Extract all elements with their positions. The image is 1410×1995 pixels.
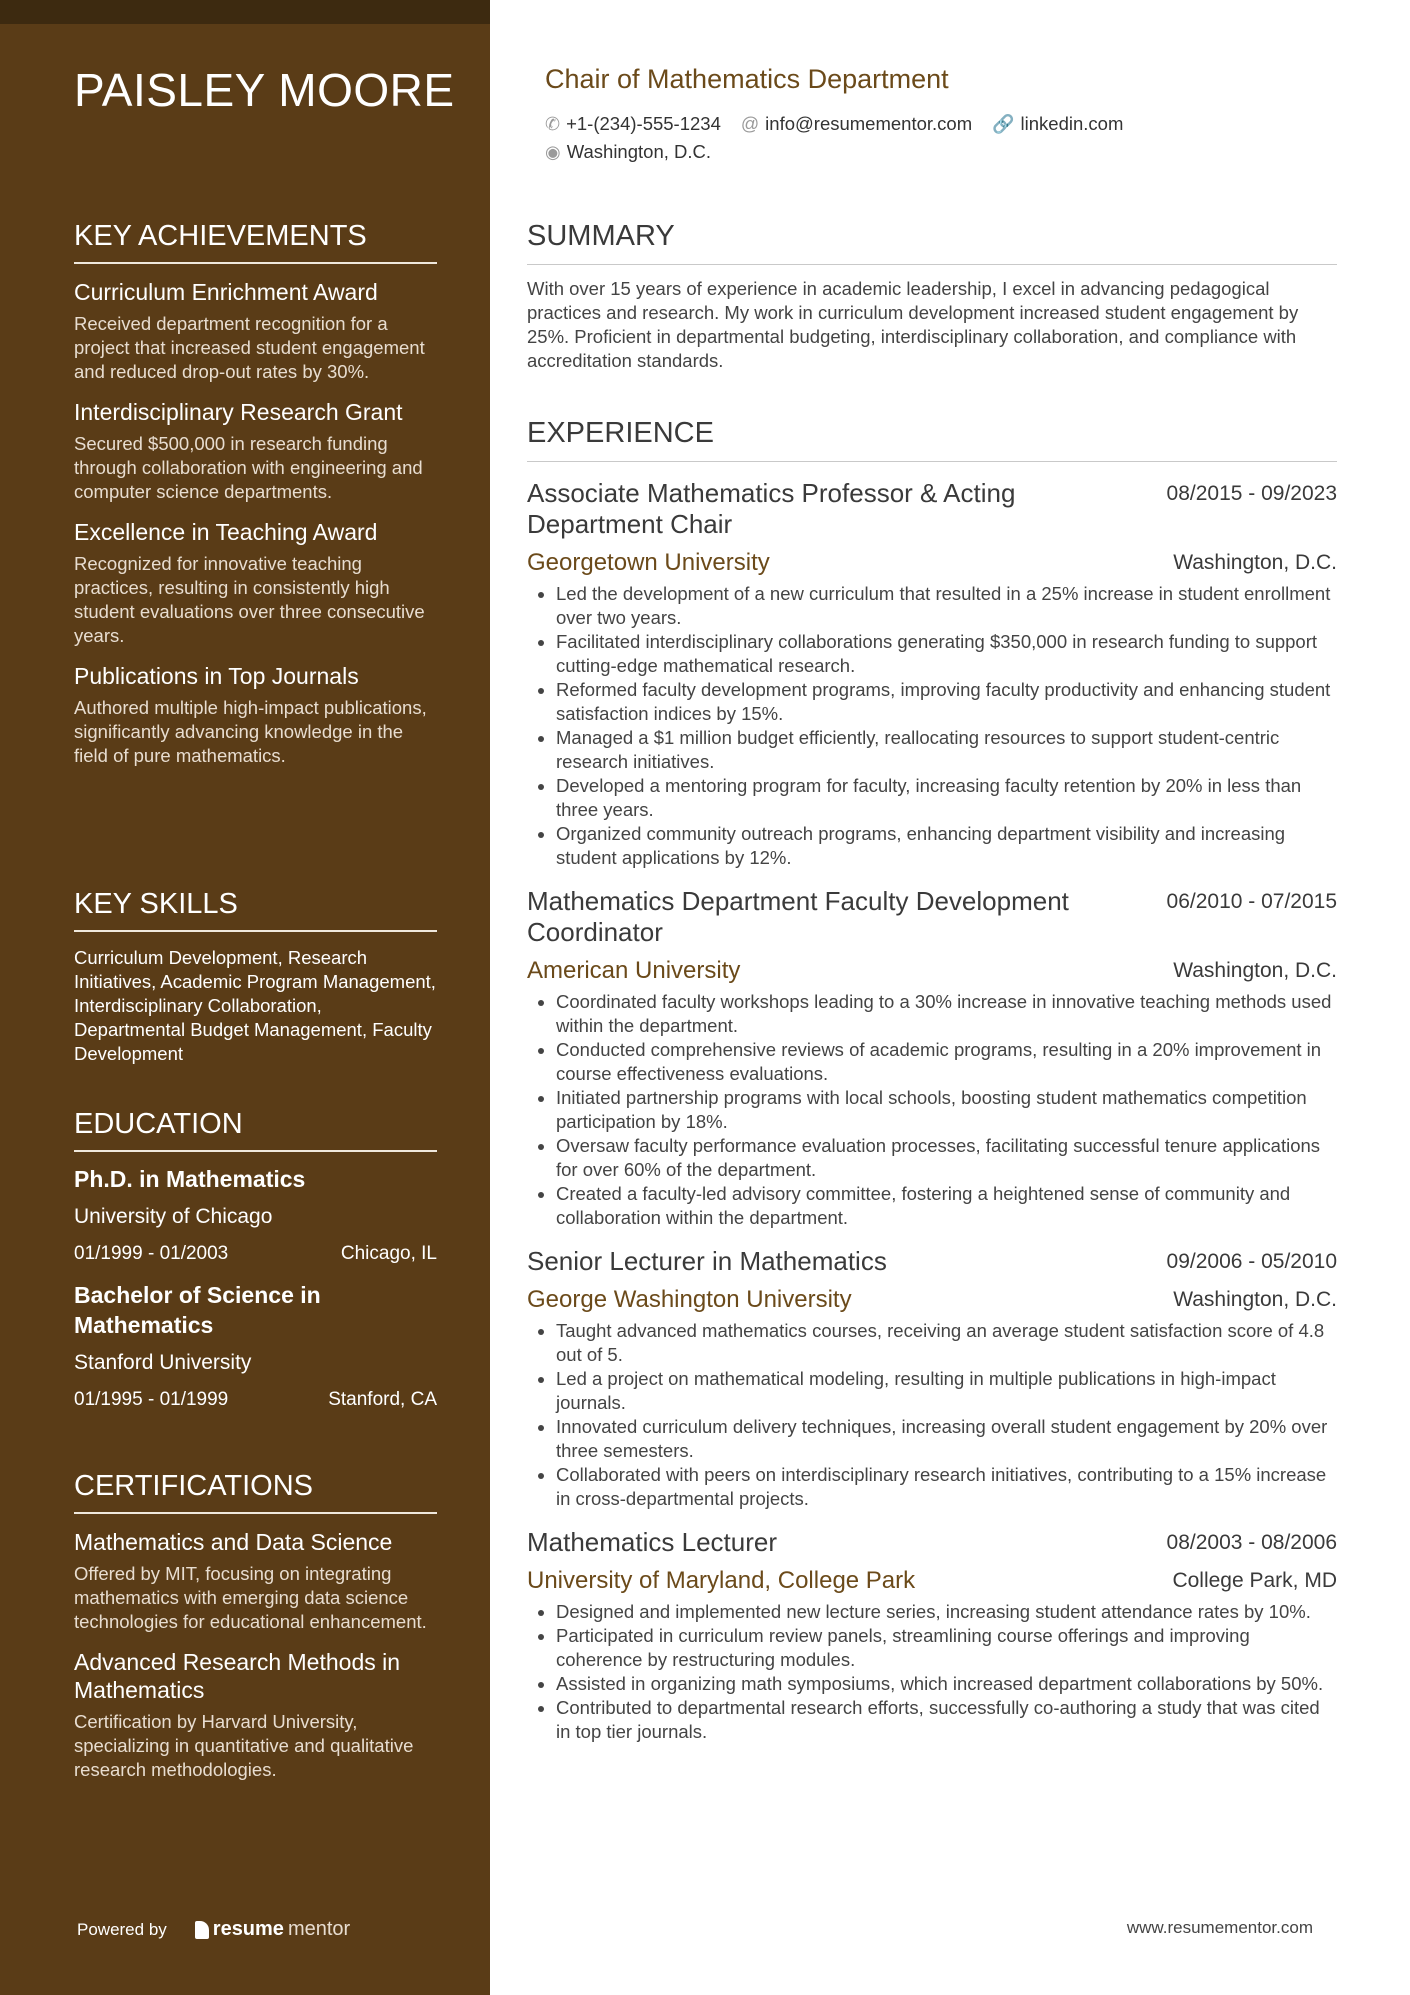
- location-text: Washington, D.C.: [566, 141, 712, 162]
- bullet: • Developed a mentoring program for faculty, increasing faculty retention by 20% in less than three years.: [556, 774, 1337, 822]
- education-item: [74, 1164, 437, 1266]
- phone-icon: ✆: [545, 114, 561, 134]
- summary-text: With over 15 years of experience in academic leadership, I excel in advancing pedagogical practices and research. My work in curriculum development increased student engagement by 25%. Proficient in departmental budgeting, interdisciplinary collaboration, and compliance with accreditation standards.: [527, 278, 1299, 371]
- exp-bullets: [527, 1600, 1337, 1744]
- achievement-item: [74, 278, 437, 384]
- exp-location: Washington, D.C.: [1173, 959, 1337, 982]
- summary-section: [527, 218, 1337, 373]
- email-text: info@resumementor.com: [765, 113, 973, 134]
- key-skills-section: [74, 886, 437, 1066]
- exp-dates: 08/2003 - 08/2006: [1166, 1531, 1337, 1554]
- phone-text: +1-(234)-555-1234: [566, 113, 721, 134]
- contact-row-2: [545, 140, 711, 164]
- bullet: • Oversaw faculty performance evaluation processes, facilitating successful tenure applications for over 60% of the department.: [556, 1134, 1337, 1182]
- bullet: • Created a faculty-led advisory committee, fostering a heightened sense of community and collaboration within the department.: [556, 1182, 1337, 1230]
- edu-dates: 01/1999 - 01/2003: [74, 1243, 229, 1264]
- exp-role: Mathematics Lecturer: [527, 1527, 777, 1557]
- exp-role: Mathematics Department Faculty Development Coordinator: [527, 886, 1069, 947]
- powered-by: [77, 1918, 350, 1941]
- achievement-desc: Secured $500,000 in research funding through collaboration with engineering and computer science departments.: [74, 433, 423, 502]
- bullet: • Coordinated faculty workshops leading to a 30% increase in innovative teaching methods used within the department.: [556, 990, 1337, 1038]
- exp-company: Georgetown University: [527, 549, 770, 576]
- edu-location: Stanford, CA: [328, 1389, 437, 1410]
- bullet: • Initiated partnership programs with local schools, boosting student mathematics competition participation by 18%.: [556, 1086, 1337, 1134]
- link-icon: 🔗: [992, 114, 1015, 134]
- bullet: • Managed a $1 million budget efficiently, reallocating resources to support student-centric research initiatives.: [556, 726, 1337, 774]
- achievement-title: Curriculum Enrichment Award: [74, 279, 378, 305]
- bullet: • Reformed faculty development programs, improving faculty productivity and enhancing student satisfaction indices by 15%.: [556, 678, 1337, 726]
- bullet: • Contributed to departmental research efforts, successfully co-authoring a study that was cited in top tier journals.: [556, 1696, 1337, 1744]
- experience-item: [527, 1246, 1337, 1511]
- certification-title: Mathematics and Data Science: [74, 1529, 393, 1555]
- certification-desc: Certification by Harvard University, specializing in quantitative and qualitative research methodologies.: [74, 1711, 414, 1780]
- achievement-item: [74, 518, 437, 648]
- exp-location: Washington, D.C.: [1173, 551, 1337, 574]
- candidate-name: PAISLEY MOORE: [74, 64, 455, 116]
- exp-location: Washington, D.C.: [1173, 1288, 1337, 1311]
- sidebar-top-bar: [0, 0, 490, 24]
- contact-linkedin[interactable]: [992, 112, 1123, 136]
- edu-school: University of Chicago: [74, 1205, 273, 1228]
- experience-item: [527, 886, 1337, 1230]
- experience-item: [527, 478, 1337, 870]
- bullet: • Assisted in organizing math symposiums, which increased department collaborations by 50%.: [556, 1672, 1337, 1696]
- exp-bullets: [527, 582, 1337, 870]
- certification-item: [74, 1648, 437, 1782]
- section-heading: CERTIFICATIONS: [74, 1468, 437, 1514]
- achievement-item: [74, 662, 437, 768]
- exp-company: University of Maryland, College Park: [527, 1567, 916, 1594]
- bullet: • Designed and implemented new lecture series, increasing student attendance rates by 10%.: [556, 1600, 1337, 1624]
- edu-location: Chicago, IL: [340, 1243, 437, 1264]
- section-heading: SUMMARY: [527, 218, 1337, 265]
- education-section: [74, 1106, 437, 1412]
- exp-company: George Washington University: [527, 1286, 852, 1313]
- exp-bullets: [527, 990, 1337, 1230]
- location-pin-icon: ◉: [545, 142, 561, 162]
- key-achievements-section: [74, 218, 437, 768]
- contact-location: [545, 140, 711, 164]
- edu-school: Stanford University: [74, 1351, 252, 1374]
- certification-item: [74, 1528, 437, 1634]
- achievement-title: Publications in Top Journals: [74, 663, 359, 689]
- bullet: • Led the development of a new curriculum that resulted in a 25% increase in student enrollment over two years.: [556, 582, 1337, 630]
- exp-role: Senior Lecturer in Mathematics: [527, 1246, 887, 1276]
- achievement-title: Excellence in Teaching Award: [74, 519, 378, 545]
- bullet: • Participated in curriculum review panels, streamlining course offerings and improving coherence by restructuring modules.: [556, 1624, 1337, 1672]
- logo-text-bold: resume: [212, 1918, 284, 1940]
- bullet: • Led a project on mathematical modeling, resulting in multiple publications in high-impact journals.: [556, 1367, 1337, 1415]
- section-heading: KEY SKILLS: [74, 886, 437, 932]
- edu-degree: Ph.D. in Mathematics: [74, 1166, 306, 1192]
- edu-degree: Bachelor of Science in Mathematics: [74, 1282, 321, 1338]
- bullet: • Innovated curriculum delivery techniques, increasing overall student engagement by 20% over three semesters.: [556, 1415, 1337, 1463]
- achievement-desc: Authored multiple high-impact publications, significantly advancing knowledge in the field of pure mathematics.: [74, 697, 427, 766]
- edu-dates: 01/1995 - 01/1999: [74, 1389, 229, 1410]
- section-heading: EXPERIENCE: [527, 415, 1337, 462]
- exp-role: Associate Mathematics Professor & Acting Department Chair: [527, 478, 1016, 539]
- resumementor-logo[interactable]: [195, 1918, 350, 1941]
- contact-phone[interactable]: [545, 112, 721, 136]
- bullet: • Facilitated interdisciplinary collaborations generating $350,000 in research funding to support cutting-edge mathematical research.: [556, 630, 1337, 678]
- bullet: • Conducted comprehensive reviews of academic programs, resulting in a 20% improvement in course effectiveness evaluations.: [556, 1038, 1337, 1086]
- achievement-title: Interdisciplinary Research Grant: [74, 399, 403, 425]
- contact-row: [545, 112, 1123, 136]
- linkedin-text: linkedin.com: [1020, 113, 1124, 134]
- exp-bullets: [527, 1319, 1337, 1511]
- exp-company: American University: [527, 957, 741, 984]
- skills-list: Curriculum Development, Research Initiatives, Academic Program Management, Interdisciplinary Collaboration, Departmental Budget Management, Faculty Development: [74, 947, 436, 1064]
- experience-section: [527, 415, 1337, 1744]
- certifications-section: [74, 1468, 437, 1782]
- section-heading: EDUCATION: [74, 1106, 437, 1152]
- footer-url[interactable]: www.resumementor.com: [1126, 1918, 1313, 1937]
- exp-dates: 06/2010 - 07/2015: [1166, 890, 1337, 913]
- achievement-desc: Recognized for innovative teaching practices, resulting in consistently high student evaluations over three consecutive years.: [74, 553, 425, 646]
- bullet: • Collaborated with peers on interdisciplinary research initiatives, contributing to a 15% increase in cross-departmental projects.: [556, 1463, 1337, 1511]
- powered-by-label: Powered by: [77, 1919, 167, 1939]
- logo-mark-icon: [195, 1921, 209, 1939]
- education-item: [74, 1280, 437, 1412]
- headline: Chair of Mathematics Department: [545, 64, 949, 94]
- logo-text-light: mentor: [287, 1918, 351, 1940]
- certification-desc: Offered by MIT, focusing on integrating mathematics with emerging data science technologies for educational enhancement.: [74, 1563, 427, 1632]
- achievement-item: [74, 398, 437, 504]
- bullet: • Organized community outreach programs, enhancing department visibility and increasing student applications by 12%.: [556, 822, 1337, 870]
- contact-email[interactable]: [741, 112, 972, 136]
- achievement-desc: Received department recognition for a project that increased student engagement and reduced drop-out rates by 30%.: [74, 313, 425, 382]
- exp-location: College Park, MD: [1172, 1569, 1337, 1592]
- exp-dates: 09/2006 - 05/2010: [1166, 1250, 1337, 1273]
- exp-dates: 08/2015 - 09/2023: [1166, 482, 1337, 505]
- certification-title: Advanced Research Methods in Mathematics: [74, 1649, 401, 1703]
- experience-item: [527, 1527, 1337, 1744]
- section-heading: KEY ACHIEVEMENTS: [74, 218, 437, 264]
- at-icon: @: [740, 114, 760, 134]
- bullet: • Taught advanced mathematics courses, receiving an average student satisfaction score of 4.8 out of 5.: [556, 1319, 1337, 1367]
